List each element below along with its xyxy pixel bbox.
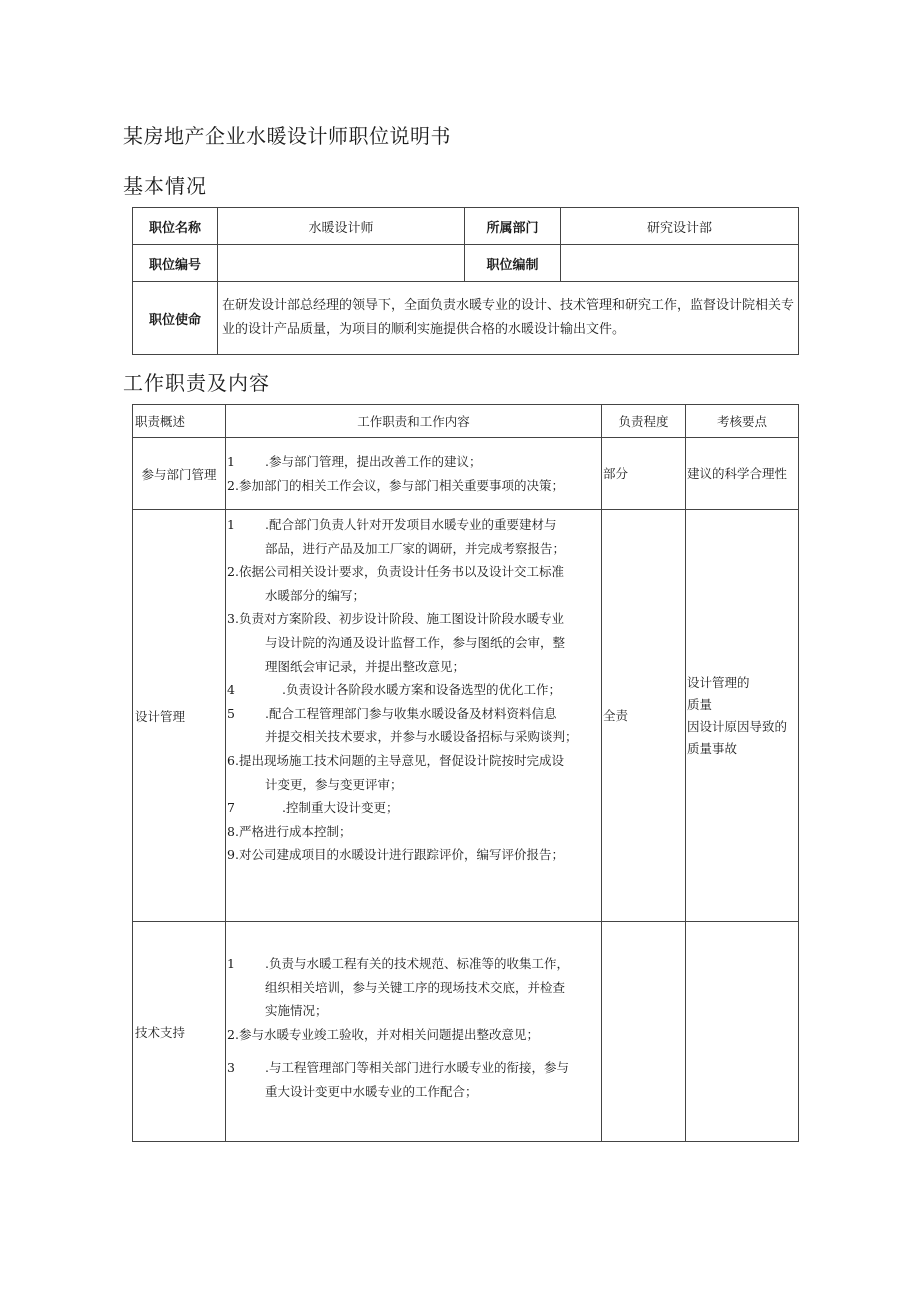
list-item: 3. 负责对方案阶段、初步设计阶段、施工图设计阶段水暖专业 xyxy=(227,611,565,627)
list-item: 5 .配合工程管理部门参与收集水暖设备及材料资料信息 xyxy=(227,705,557,721)
position-no-label: 职位编号 xyxy=(133,245,218,282)
row-responsibility: 部分 xyxy=(602,438,686,510)
establishment-label: 职位编制 xyxy=(465,245,561,282)
mission-label: 职位使命 xyxy=(133,282,218,355)
list-item: 3 .与工程管理部门等相关部门进行水暖专业的衔接，参与 xyxy=(227,1060,569,1076)
basic-info-table xyxy=(132,207,799,355)
row-assessment xyxy=(686,922,799,1142)
list-item-continuation: 并提交相关技术要求，并参与水暖设备招标与采购谈判； xyxy=(265,729,578,745)
row-assessment: 设计管理的 质量 因设计原因导致的 质量事故 xyxy=(686,510,799,922)
row-items xyxy=(226,922,602,1142)
list-item-continuation: 理图纸会审记录，并提出整改意见； xyxy=(265,658,466,674)
table-row xyxy=(133,438,799,510)
list-item-continuation: 组织相关培训，参与关键工序的现场技术交底，并检查 xyxy=(265,979,566,995)
table-row xyxy=(133,510,799,922)
row-assessment: 建议的科学合理性 xyxy=(686,438,799,510)
row-items xyxy=(226,438,602,510)
row-items xyxy=(226,510,602,922)
section-heading-basic: 基本情况 xyxy=(123,174,207,198)
row-responsibility: 全责 xyxy=(602,510,686,922)
list-item-continuation: 计变更，参与变更评审； xyxy=(265,776,403,792)
list-item: 7 .控制重大设计变更； xyxy=(227,800,399,816)
list-item-continuation: 部品，进行产品及加工厂家的调研，并完成考察报告； xyxy=(265,540,566,556)
header-summary: 职责概述 xyxy=(133,405,226,438)
section-heading-duties: 工作职责及内容 xyxy=(123,371,270,395)
department-label: 所属部门 xyxy=(465,208,561,245)
mission-text: 在研发设计部总经理的领导下，全面负责水暖专业的设计、技术管理和研究工作，监督设计院相关专业的设计产品质量，为项目的顺利实施提供合格的水暖设计输出文件。 xyxy=(218,282,799,355)
list-item: 1 .参与部门管理，提出改善工作的建议； xyxy=(227,453,482,469)
department-value: 研究设计部 xyxy=(561,208,799,245)
list-item: 1 .配合部门负责人针对开发项目水暖专业的重要建材与 xyxy=(227,517,557,532)
row-summary: 设计管理 xyxy=(133,510,226,922)
row-summary: 技术支持 xyxy=(133,922,226,1142)
document-title: 某房地产企业水暖设计师职位说明书 xyxy=(123,124,451,148)
list-item: 2. 参加部门的相关工作会议，参与部门相关重要事项的决策； xyxy=(227,477,565,493)
list-item: 8. 严格进行成本控制； xyxy=(227,823,352,839)
table-row xyxy=(133,922,799,1142)
list-item-continuation: 重大设计变更中水暖专业的工作配合； xyxy=(265,1083,478,1099)
row-summary: 参与部门管理 xyxy=(133,438,226,510)
list-item: 2. 依据公司相关设计要求，负责设计任务书以及设计交工标准 xyxy=(227,564,565,580)
list-item: 2. 参与水暖专业竣工验收，并对相关问题提出整改意见； xyxy=(227,1026,540,1042)
duties-table xyxy=(132,404,799,1142)
header-content: 工作职责和工作内容 xyxy=(226,405,602,438)
list-item-continuation: 与设计院的沟通及设计监督工作，参与图纸的会审，整 xyxy=(265,634,566,650)
header-assessment: 考核要点 xyxy=(686,405,799,438)
list-item: 9. 对公司建成项目的水暖设计进行跟踪评价，编写评价报告； xyxy=(227,847,565,863)
position-name-label: 职位名称 xyxy=(133,208,218,245)
list-item: 1 .负责与水暖工程有关的技术规范、标准等的收集工作， xyxy=(227,956,569,971)
list-item-continuation: 水暖部分的编写； xyxy=(265,587,366,603)
list-item-continuation: 实施情况； xyxy=(265,1003,328,1019)
list-item: 6. 提出现场施工技术问题的主导意见，督促设计院按时完成设 xyxy=(227,752,565,768)
position-name-value: 水暖设计师 xyxy=(218,208,465,245)
establishment-value xyxy=(561,245,799,282)
list-item: 4 .负责设计各阶段水暖方案和设备选型的优化工作； xyxy=(227,682,561,698)
row-responsibility xyxy=(602,922,686,1142)
position-no-value xyxy=(218,245,465,282)
header-responsibility: 负责程度 xyxy=(602,405,686,438)
